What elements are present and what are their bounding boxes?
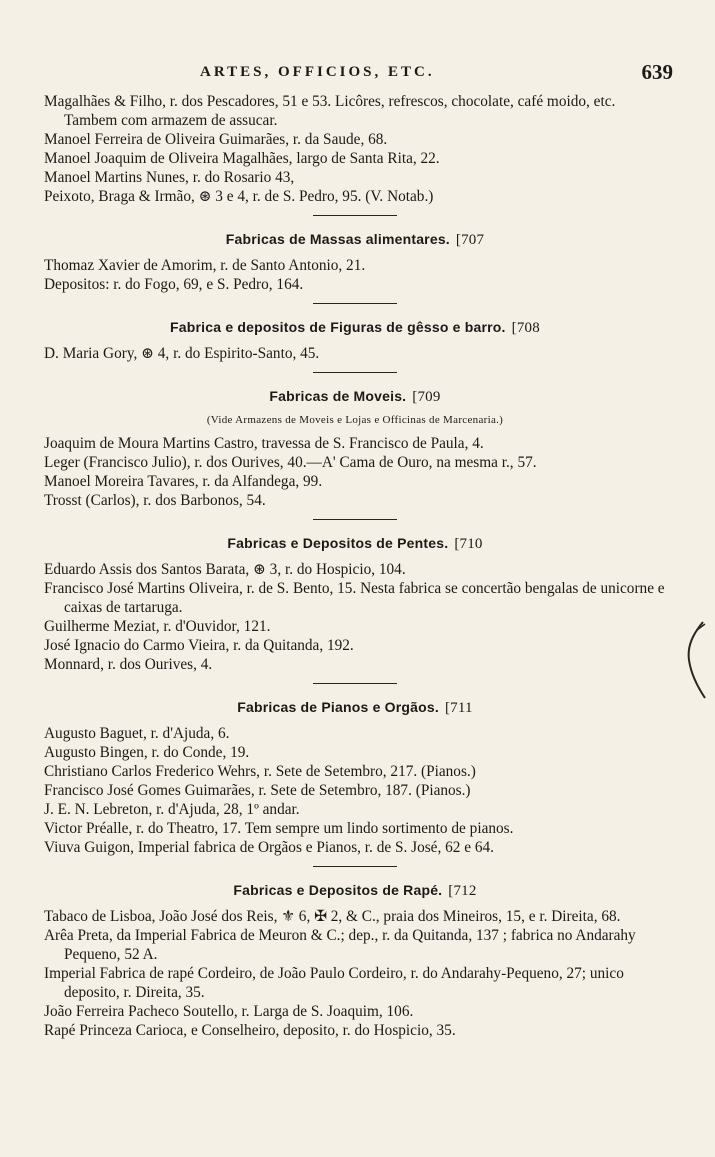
intro-entries <box>44 92 666 206</box>
section-title-text: Fabricas de Pianos e Orgãos. <box>237 699 439 715</box>
list-item: Manoel Ferreira de Oliveira Guimarães, r. da Saude, 68. <box>44 131 388 148</box>
section-moveis <box>44 387 666 510</box>
list-item: Peixoto, Braga & Irmão, ⊛ 3 e 4, r. de S. Pedro, 95. (V. Notab.) <box>44 188 434 205</box>
list-item: Christiano Carlos Frederico Wehrs, r. Sete de Setembro, 217. (Pianos.) <box>44 763 476 780</box>
list-item: João Ferreira Pacheco Soutello, r. Larga de S. Joaquim, 106. <box>44 1003 414 1020</box>
section-divider <box>313 372 397 373</box>
running-head-title: ARTES, OFFICIOS, ETC. <box>200 64 435 80</box>
list-item: Imperial Fabrica de rapé Cordeiro, de João Paulo Cordeiro, r. do Andarahy-Pequeno, 27; unico deposito, r. Direita, 35. <box>44 965 624 1001</box>
section-note: (Vide Armazens de Moveis e Lojas e Officinas de Marcenaria.) <box>206 414 504 426</box>
section-number: [709 <box>412 389 441 405</box>
list-item: Arêa Preta, da Imperial Fabrica de Meuron & C.; dep., r. da Quitanda, 137 ; fabrica no Andarahy Pequeno, 52 A. <box>44 927 636 963</box>
section-title-text: Fabricas de Massas alimentares. <box>225 231 450 247</box>
section-title <box>44 318 666 338</box>
section-title <box>44 881 666 901</box>
list-item: Guilherme Meziat, r. d'Ouvidor, 121. <box>44 618 271 635</box>
list-item: Monnard, r. dos Ourives, 4. <box>44 656 213 673</box>
section-number: [708 <box>511 320 540 336</box>
page-number: 639 <box>641 60 673 84</box>
list-item: Tabaco de Lisboa, João José dos Reis, ⚜ 6, ✠ 2, & C., praia dos Mineiros, 15, e r. Direita, 68. <box>44 908 621 925</box>
list-item: Francisco José Gomes Guimarães, r. Sete de Setembro, 187. (Pianos.) <box>44 782 471 799</box>
section-title <box>44 230 666 250</box>
list-item: Depositos: r. do Fogo, 69, e S. Pedro, 164. <box>44 276 304 293</box>
list-item: Eduardo Assis dos Santos Barata, ⊛ 3, r. do Hospicio, 104. <box>44 561 406 578</box>
section-divider <box>313 683 397 684</box>
list-item: Augusto Bingen, r. do Conde, 19. <box>44 744 250 761</box>
section-divider <box>313 866 397 867</box>
list-item: J. E. N. Lebreton, r. d'Ajuda, 28, 1º andar. <box>44 801 300 818</box>
section-title-text: Fabricas e Depositos de Rapé. <box>233 882 443 898</box>
directory-content <box>44 92 666 1040</box>
list-item: Thomaz Xavier de Amorim, r. de Santo Antonio, 21. <box>44 257 366 274</box>
section-title-text: Fabricas e Depositos de Pentes. <box>227 535 449 551</box>
list-item: Leger (Francisco Julio), r. dos Ourives, 40.—A' Cama de Ouro, na mesma r., 57. <box>44 454 537 471</box>
list-item: Manoel Joaquim de Oliveira Magalhães, largo de Santa Rita, 22. <box>44 150 440 167</box>
running-head <box>0 60 715 86</box>
list-item: Manoel Martins Nunes, r. do Rosario 43, <box>44 169 295 186</box>
section-number: [707 <box>455 232 485 248</box>
section-figuras <box>44 318 666 363</box>
section-divider <box>313 519 397 520</box>
list-item: Trosst (Carlos), r. dos Barbonos, 54. <box>44 492 266 509</box>
margin-bracket-mark <box>683 620 709 700</box>
section-title <box>44 698 666 718</box>
section-title-text: Fabrica e depositos de Figuras de gêsso e barro. <box>170 319 506 335</box>
section-number: [712 <box>448 883 477 899</box>
section-title <box>44 387 666 407</box>
list-item: José Ignacio do Carmo Vieira, r. da Quitanda, 192. <box>44 637 354 654</box>
section-rape <box>44 881 666 1040</box>
list-item: Francisco José Martins Oliveira, r. de S. Bento, 15. Nesta fabrica se concertão bengalas de unicorne e caixas de tartaruga. <box>44 580 665 616</box>
list-item: Augusto Baguet, r. d'Ajuda, 6. <box>44 725 230 742</box>
section-title <box>44 534 666 554</box>
section-number: [710 <box>454 536 483 552</box>
list-item: Magalhães & Filho, r. dos Pescadores, 51 e 53. Licôres, refrescos, chocolate, café moido, etc. Tambem com armazem de assucar. <box>44 93 616 129</box>
section-title-text: Fabricas de Moveis. <box>269 388 407 404</box>
section-number: [711 <box>444 700 473 716</box>
list-item: D. Maria Gory, ⊛ 4, r. do Espirito-Santo, 45. <box>44 345 320 362</box>
section-massas <box>44 230 666 294</box>
list-item: Victor Préalle, r. do Theatro, 17. Tem sempre um lindo sortimento de pianos. <box>44 820 514 837</box>
section-divider <box>313 215 397 216</box>
list-item: Joaquim de Moura Martins Castro, travessa de S. Francisco de Paula, 4. <box>44 435 484 452</box>
list-item: Manoel Moreira Tavares, r. da Alfandega, 99. <box>44 473 323 490</box>
list-item: Viuva Guigon, Imperial fabrica de Orgãos e Pianos, r. de S. José, 62 e 64. <box>44 839 494 856</box>
section-divider <box>313 303 397 304</box>
section-pianos <box>44 698 666 857</box>
list-item: Rapé Princeza Carioca, e Conselheiro, deposito, r. do Hospicio, 35. <box>44 1022 456 1039</box>
section-pentes <box>44 534 666 674</box>
